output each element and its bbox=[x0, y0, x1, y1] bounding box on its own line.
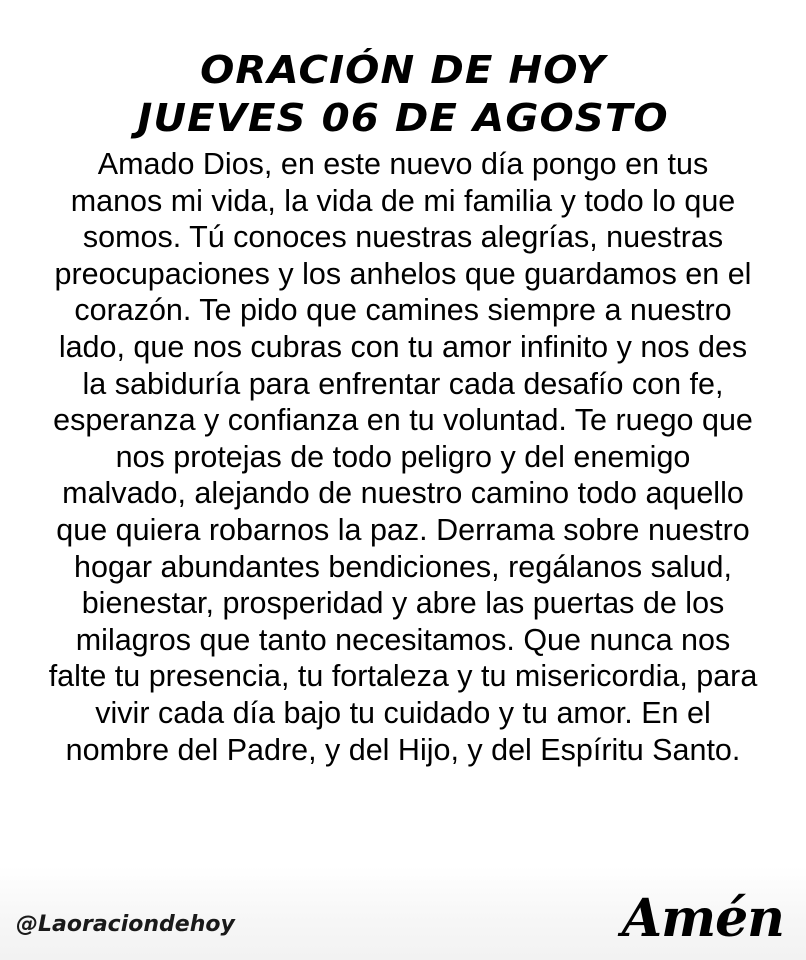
prayer-line: que quiera robarnos la paz. Derrama sobre nuestro bbox=[56, 512, 750, 547]
prayer-line: milagros que tanto necesitamos. Que nunca nos bbox=[75, 622, 731, 657]
prayer-line: vivir cada día bajo tu cuidado y tu amor. En el bbox=[95, 695, 711, 730]
prayer-line: esperanza y confianza en tu voluntad. Te ruego que bbox=[53, 403, 753, 438]
prayer-line: corazón. Te pido que camines siempre a nuestro bbox=[74, 293, 732, 328]
prayer-line: hogar abundantes bendiciones, regálanos salud, bbox=[74, 549, 732, 584]
prayer-line: Amado Dios, en este nuevo día pongo en tus bbox=[97, 147, 709, 181]
prayer-text bbox=[10, 146, 796, 768]
title-line-1: ORACIÓN DE HOY bbox=[200, 48, 606, 92]
prayer-line: bienestar, prosperidad y abre las puertas de los bbox=[81, 586, 725, 621]
prayer-line: malvado, alejando de nuestro camino todo aquello bbox=[62, 476, 744, 511]
prayer-line: falte tu presencia, tu fortaleza y tu misericordia, para bbox=[48, 659, 758, 694]
page-title bbox=[0, 46, 806, 142]
amen-signature: Amén bbox=[621, 888, 784, 949]
prayer-line: preocupaciones y los anhelos que guardamos en el bbox=[54, 256, 752, 291]
prayer-line: lado, que nos cubras con tu amor infinito y nos des bbox=[58, 329, 748, 364]
prayer-line: nombre del Padre, y del Hijo, y del Espíritu Santo. bbox=[65, 732, 741, 767]
prayer-line: la sabiduría para enfrentar cada desafío con fe, bbox=[82, 366, 724, 401]
prayer-line: manos mi vida, la vida de mi familia y todo lo que bbox=[70, 183, 736, 218]
social-handle: @Laoraciondehoy bbox=[16, 912, 235, 937]
prayer-line: nos protejas de todo peligro y del enemigo bbox=[115, 439, 691, 474]
prayer-line: somos. Tú conoces nuestras alegrías, nuestras bbox=[82, 220, 724, 255]
title-line-2: JUEVES 06 DE AGOSTO bbox=[137, 96, 669, 140]
